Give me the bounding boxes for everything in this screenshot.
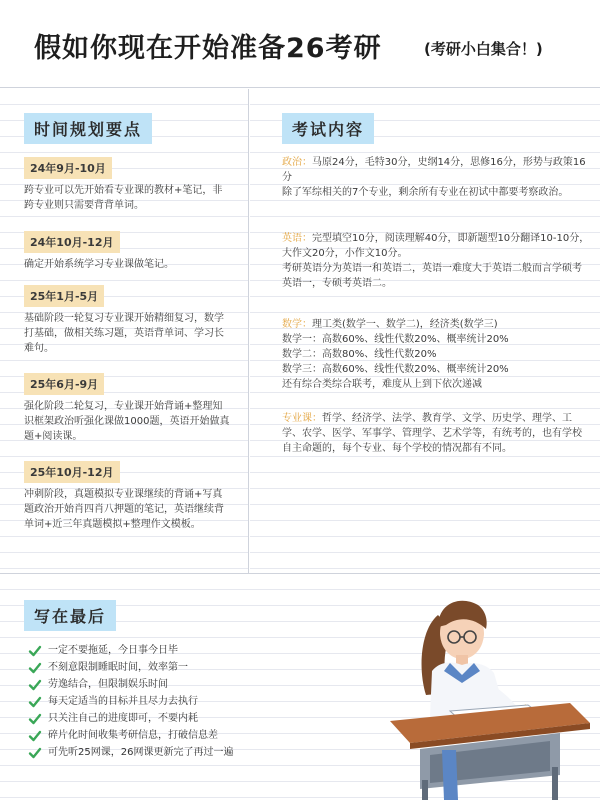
exam-line: 完型填空10分，阅读理解40分，即新题型10分翻译10-10分，大作文20分，小作文10分。 bbox=[282, 233, 590, 259]
exam-politics bbox=[282, 155, 590, 200]
tip-item bbox=[28, 746, 328, 760]
tip-item bbox=[28, 712, 328, 726]
period-tag: 24年10月-12月 bbox=[24, 231, 120, 253]
tip-item bbox=[28, 695, 328, 709]
tip-text: 一定不要拖延，今日事今日毕 bbox=[48, 645, 178, 656]
header bbox=[0, 0, 600, 88]
tip-text: 碎片化时间收集考研信息，打破信息差 bbox=[48, 730, 218, 741]
exam-math bbox=[282, 317, 590, 392]
tip-item bbox=[28, 678, 328, 692]
exam-line: 还有综合类综合联考，难度从上到下依次递减 bbox=[282, 379, 482, 390]
exam-line: 哲学、经济学、法学、教育学、文学、历史学、理学、工学、农学、医学、军事学、管理学、艺术学等，有统考的，也有学校自主命题的，每个专业、每个学校的情况都有不同。 bbox=[282, 413, 582, 454]
exam-label: 数学： bbox=[282, 319, 312, 330]
exam-line: 数学三：高数60%、线性代数20%、概率统计20% bbox=[282, 364, 509, 375]
check-icon bbox=[28, 678, 42, 692]
exam-label: 政治： bbox=[282, 157, 312, 168]
period-description: 强化阶段二轮复习，专业课开始背诵+整理知识框架政治听强化课做1000题，英语开始做真题+阅读课。 bbox=[24, 401, 230, 442]
check-icon bbox=[28, 729, 42, 743]
check-icon bbox=[28, 695, 42, 709]
tip-item bbox=[28, 729, 328, 743]
exam-section-title: 考试内容 bbox=[282, 113, 374, 144]
student-at-desk-illustration bbox=[360, 575, 600, 800]
exam-major bbox=[282, 411, 590, 456]
tip-item bbox=[28, 661, 328, 675]
exam-english bbox=[282, 231, 590, 291]
exam-line: 数学二：高数80%、线性代数20% bbox=[282, 349, 437, 360]
page-subtitle: (考研小白集合！) bbox=[424, 40, 543, 58]
check-icon bbox=[28, 644, 42, 658]
exam-line: 马原24分，毛特30分，史纲14分，思修16分，形势与政策16分 bbox=[282, 157, 586, 183]
check-icon bbox=[28, 661, 42, 675]
check-icon bbox=[28, 712, 42, 726]
timeline-panel bbox=[0, 89, 249, 573]
period-description: 冲刺阶段，真题模拟专业课继续的背诵+写真题政治开始肖四肖八押题的笔记，英语继续背单词+近三年真题模拟+整理作文模板。 bbox=[24, 489, 224, 530]
period-tag: 25年10月-12月 bbox=[24, 461, 120, 483]
period-description: 跨专业可以先开始看专业课的教材+笔记，非跨专业则只需要背背单词。 bbox=[24, 185, 223, 211]
exam-label: 英语： bbox=[282, 233, 312, 244]
tip-item bbox=[28, 644, 328, 658]
tip-text: 可先听25网课，26网课更新完了再过一遍 bbox=[48, 747, 234, 758]
period-tag: 25年1月-5月 bbox=[24, 285, 104, 307]
check-icon bbox=[28, 746, 42, 760]
exam-line: 理工类(数学一、数学二)，经济类(数学三) bbox=[312, 319, 498, 330]
tip-text: 不刻意限制睡眠时间，效率第一 bbox=[48, 662, 188, 673]
exam-line: 数学一：高数60%、线性代数20%、概率统计20% bbox=[282, 334, 509, 345]
period-tag: 24年9月-10月 bbox=[24, 157, 112, 179]
timeline-section-title: 时间规划要点 bbox=[24, 113, 152, 144]
period-description: 确定开始系统学习专业课做笔记。 bbox=[24, 259, 174, 270]
tip-text: 劳逸结合，但限制娱乐时间 bbox=[48, 679, 168, 690]
period-description: 基础阶段一轮复习专业课开始精细复习，数学打基础，做相关练习题，英语背单词、学习长难句。 bbox=[24, 313, 224, 354]
period-tag: 25年6月-9月 bbox=[24, 373, 104, 395]
tip-text: 只关注自己的进度即可，不要内耗 bbox=[48, 713, 198, 724]
page-title: 假如你现在开始准备26考研 bbox=[34, 33, 382, 64]
exam-line: 考研英语分为英语一和英语二，英语一难度大于英语二般而言学硕考英语一，专硕考英语二。 bbox=[282, 263, 582, 289]
exam-panel bbox=[250, 89, 600, 573]
exam-label: 专业课： bbox=[282, 413, 322, 424]
exam-line: 除了军综相关的7个专业，剩余所有专业在初试中都要考察政治。 bbox=[282, 187, 569, 198]
tip-text: 每天定适当的目标并且尽力去执行 bbox=[48, 696, 198, 707]
closing-section-title: 写在最后 bbox=[24, 600, 116, 631]
